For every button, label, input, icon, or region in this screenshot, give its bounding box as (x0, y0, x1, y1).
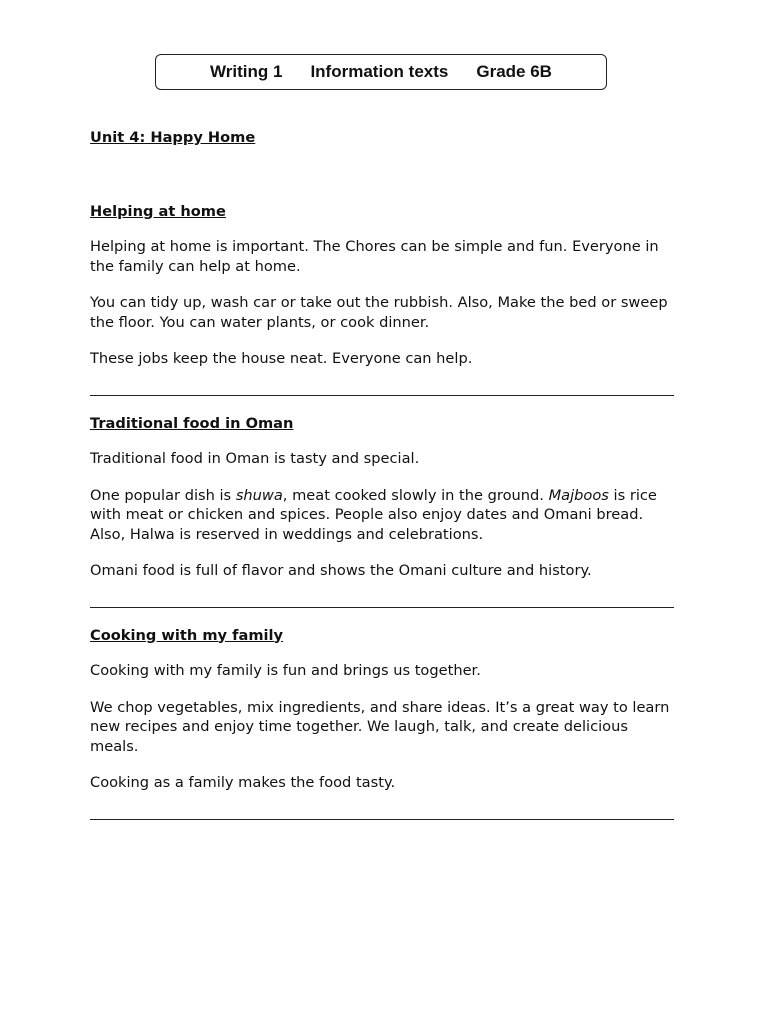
dish-name-majboos: Majboos (548, 486, 609, 504)
worksheet-title-box (155, 54, 607, 90)
text-run: One popular dish is (90, 486, 236, 504)
title-information-texts: Information texts (310, 62, 449, 81)
document-body (90, 128, 680, 838)
section-heading-helping: Helping at home (90, 202, 226, 220)
unit-title: Unit 4: Happy Home (90, 129, 256, 146)
title-writing: Writing 1 (210, 62, 283, 81)
paragraph: These jobs keep the house neat. Everyone can help. (90, 350, 473, 367)
text-run: , meat cooked slowly in the ground. (282, 486, 549, 504)
section-heading-cooking: Cooking with my family (90, 626, 284, 644)
paragraph: Traditional food in Oman is tasty and special. (90, 450, 420, 467)
section-heading-food: Traditional food in Oman (90, 414, 294, 432)
divider-line (90, 385, 674, 396)
divider-line (90, 597, 674, 608)
paragraph: Omani food is full of flavor and shows the Omani culture and history. (90, 562, 592, 579)
paragraph: We chop vegetables, mix ingredients, and share ideas. It’s a great way to learn new recipes and enjoy time together. We laugh, talk, and create delicious meals. (90, 698, 670, 755)
text-run: is rice with meat or chicken and spices. People also enjoy dates and Omani bread. Also, Halwa is reserved in weddings and celebrations. (90, 486, 657, 543)
paragraph (90, 486, 680, 545)
paragraph: Cooking as a family makes the food tasty. (90, 774, 396, 791)
paragraph: You can tidy up, wash car or take out the rubbish. Also, Make the bed or sweep the floor. You can water plants, or cook dinner. (90, 294, 668, 331)
title-grade: Grade 6B (476, 62, 552, 81)
paragraph: Cooking with my family is fun and brings us together. (90, 662, 481, 679)
dish-name-shuwa: shuwa (235, 486, 283, 504)
paragraph: Helping at home is important. The Chores can be simple and fun. Everyone in the family can help at home. (90, 238, 659, 275)
divider-line (90, 809, 674, 820)
